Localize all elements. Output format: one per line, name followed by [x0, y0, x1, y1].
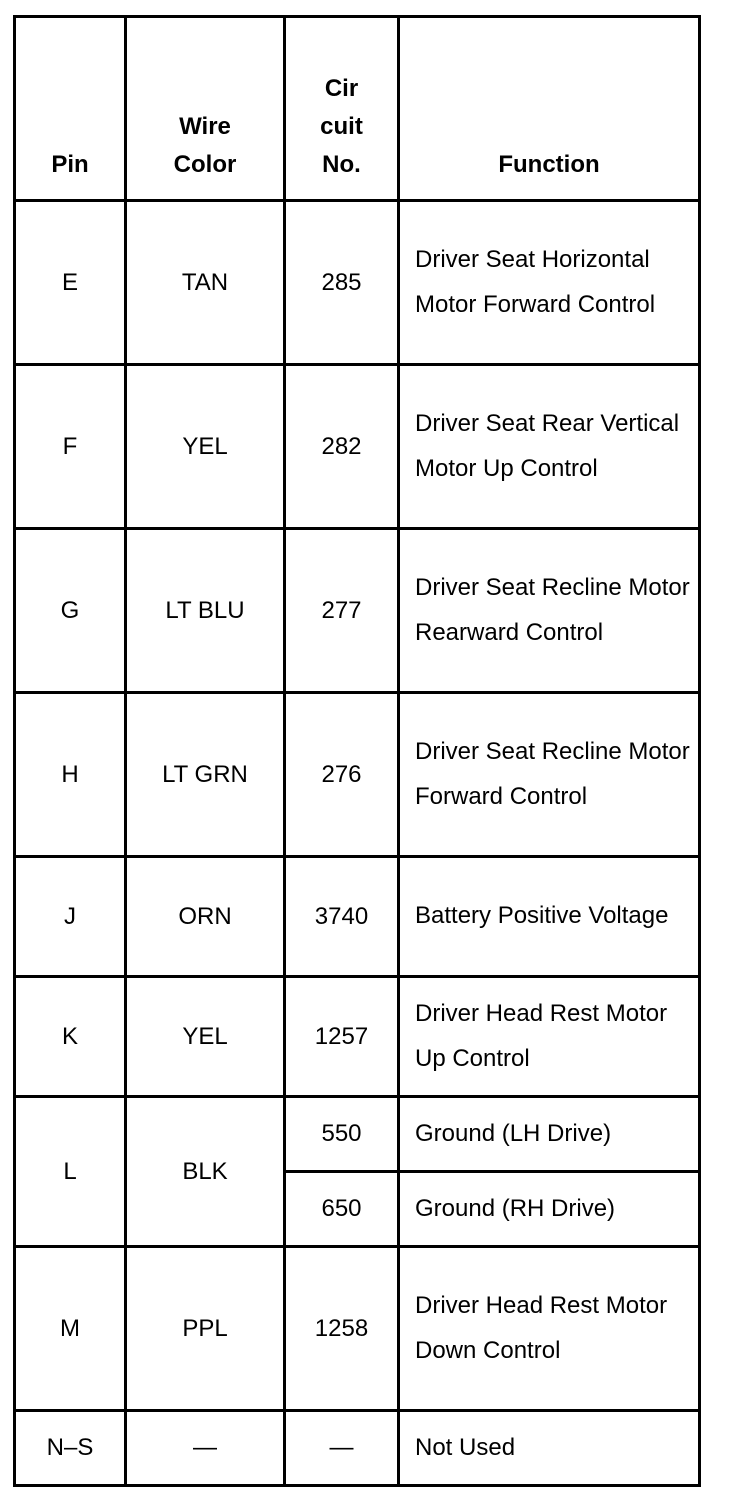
wire-color-cell: TAN [126, 201, 285, 365]
wire-color-cell: ORN [126, 857, 285, 977]
table-row [15, 1411, 700, 1486]
wire-color-cell: LT BLU [126, 529, 285, 693]
wire-color-cell: BLK [126, 1097, 285, 1247]
connector-pinout-table [13, 15, 701, 1487]
header-row [15, 17, 700, 201]
table-row [15, 977, 700, 1097]
function-cell: Driver Seat Rear Vertical Motor Up Control [399, 365, 700, 529]
table-row [15, 693, 700, 857]
pin-cell: L [15, 1097, 126, 1247]
table-row [15, 1097, 700, 1172]
header-circuit-no: Cir cuit No. [285, 17, 399, 201]
circuit-no-cell: 1257 [285, 977, 399, 1097]
function-cell: Driver Head Rest Motor Up Control [399, 977, 700, 1097]
pin-cell: N–S [15, 1411, 126, 1486]
wire-color-cell: — [126, 1411, 285, 1486]
wire-color-cell: YEL [126, 365, 285, 529]
circuit-no-cell: 650 [285, 1172, 399, 1247]
pin-cell: F [15, 365, 126, 529]
header-pin: Pin [15, 17, 126, 201]
pin-cell: H [15, 693, 126, 857]
table-row [15, 201, 700, 365]
function-cell: Ground (LH Drive) [399, 1097, 700, 1172]
circuit-no-cell: 3740 [285, 857, 399, 977]
table-row [15, 857, 700, 977]
pin-cell: K [15, 977, 126, 1097]
function-cell: Driver Seat Horizontal Motor Forward Control [399, 201, 700, 365]
pin-cell: E [15, 201, 126, 365]
pin-cell: M [15, 1247, 126, 1411]
table-row [15, 529, 700, 693]
circuit-no-cell: 277 [285, 529, 399, 693]
function-cell: Not Used [399, 1411, 700, 1486]
function-cell: Driver Seat Recline Motor Forward Control [399, 693, 700, 857]
header-function: Function [399, 17, 700, 201]
wire-color-cell: PPL [126, 1247, 285, 1411]
pin-cell: G [15, 529, 126, 693]
wire-color-cell: YEL [126, 977, 285, 1097]
wire-color-cell: LT GRN [126, 693, 285, 857]
function-cell: Ground (RH Drive) [399, 1172, 700, 1247]
header-wire-color: Wire Color [126, 17, 285, 201]
circuit-no-cell: 282 [285, 365, 399, 529]
table-row [15, 1247, 700, 1411]
function-cell: Driver Head Rest Motor Down Control [399, 1247, 700, 1411]
function-cell: Driver Seat Recline Motor Rearward Control [399, 529, 700, 693]
circuit-no-cell: 550 [285, 1097, 399, 1172]
pin-cell: J [15, 857, 126, 977]
function-cell: Battery Positive Voltage [399, 857, 700, 977]
circuit-no-cell: — [285, 1411, 399, 1486]
table-row [15, 365, 700, 529]
circuit-no-cell: 276 [285, 693, 399, 857]
circuit-no-cell: 285 [285, 201, 399, 365]
circuit-no-cell: 1258 [285, 1247, 399, 1411]
